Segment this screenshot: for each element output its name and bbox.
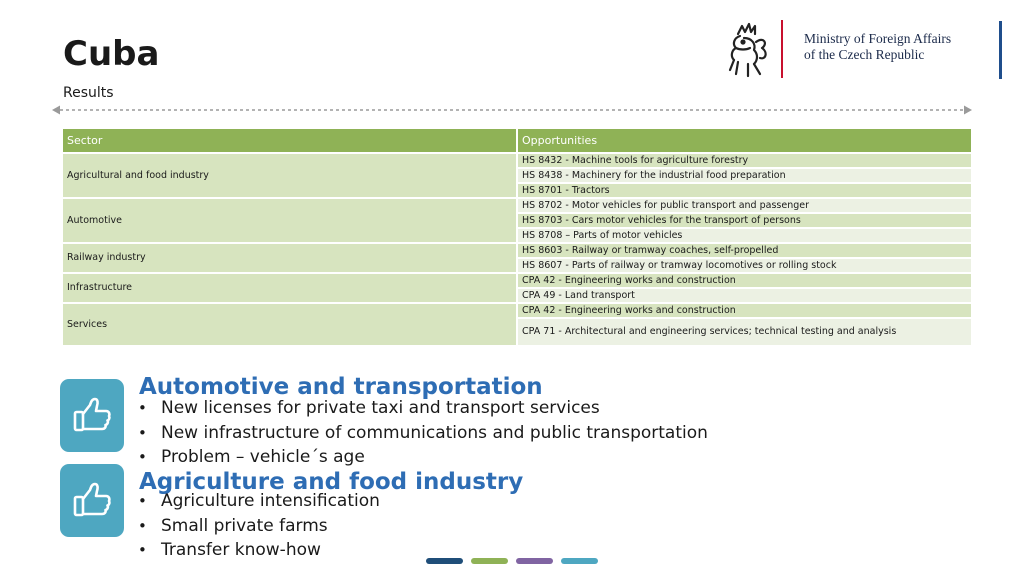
bullet-text: Small private farms	[161, 515, 328, 536]
table-header-row	[62, 128, 972, 153]
opportunity-cell: HS 8603 - Railway or tramway coaches, self-propelled	[517, 243, 972, 258]
bullet-icon: •	[138, 448, 147, 466]
logo-red-divider	[781, 20, 783, 78]
progress-segment	[471, 558, 508, 564]
list-item	[138, 489, 380, 514]
dotted-divider	[52, 104, 972, 116]
opportunity-cell: CPA 71 - Architectural and engineering services; technical testing and analysis	[517, 318, 972, 346]
bullet-icon: •	[138, 516, 147, 535]
table-row	[62, 153, 972, 168]
opportunity-cell: HS 8607 - Parts of railway or tramway locomotives or rolling stock	[517, 258, 972, 273]
logo-blue-divider	[999, 21, 1002, 79]
table-row	[62, 198, 972, 213]
opportunities-table	[61, 127, 971, 347]
list-item	[138, 514, 380, 539]
table-row	[62, 243, 972, 258]
ministry-logo	[722, 18, 1012, 82]
bullet-text: Problem – vehicle´s age	[161, 447, 365, 467]
opportunity-cell: CPA 42 - Engineering works and construction	[517, 273, 972, 288]
progress-segment	[516, 558, 553, 564]
opportunity-cell: HS 8438 - Machinery for the industrial food preparation	[517, 168, 972, 183]
header-sector: Sector	[62, 128, 517, 153]
opportunity-cell: CPA 42 - Engineering works and construction	[517, 303, 972, 318]
sector-cell: Agricultural and food industry	[62, 153, 517, 198]
thumbs-up-icon	[60, 464, 124, 537]
slide-progress-indicator	[426, 558, 598, 564]
sector-cell: Railway industry	[62, 243, 517, 273]
sector-cell: Services	[62, 303, 517, 346]
table-row	[62, 303, 972, 318]
page-subtitle: Results	[63, 85, 114, 101]
sector-cell: Infrastructure	[62, 273, 517, 303]
opportunity-cell: HS 8703 - Cars motor vehicles for the transport of persons	[517, 213, 972, 228]
bullet-icon: •	[138, 541, 147, 559]
opportunity-cell: HS 8432 - Machine tools for agriculture forestry	[517, 153, 972, 168]
bullet-text: Transfer know-how	[161, 540, 321, 560]
bullet-icon: •	[138, 423, 147, 442]
list-item	[138, 396, 708, 421]
ministry-name	[804, 31, 951, 63]
opportunity-cell: HS 8702 - Motor vehicles for public transport and passenger	[517, 198, 972, 213]
list-item	[138, 421, 708, 446]
bullet-icon: •	[138, 492, 147, 510]
bullet-text: New licenses for private taxi and transport services	[161, 398, 600, 418]
progress-segment	[561, 558, 598, 564]
opportunity-cell: HS 8701 - Tractors	[517, 183, 972, 198]
page-title: Cuba	[63, 34, 160, 74]
ministry-name-line1: Ministry of Foreign Affairs	[804, 31, 952, 46]
bullet-icon: •	[138, 399, 147, 417]
automotive-bullet-list	[138, 396, 708, 470]
bullet-text: Agriculture intensification	[161, 491, 380, 511]
table-row	[62, 273, 972, 288]
list-item	[138, 445, 708, 470]
opportunity-cell: HS 8708 – Parts of motor vehicles	[517, 228, 972, 243]
section-title-automotive: Automotive and transportation	[139, 374, 543, 400]
progress-segment	[426, 558, 463, 564]
agriculture-bullet-list	[138, 489, 380, 563]
thumbs-up-icon	[60, 379, 124, 452]
opportunity-cell: CPA 49 - Land transport	[517, 288, 972, 303]
list-item	[138, 538, 380, 563]
bullet-text: New infrastructure of communications and public transportation	[161, 422, 708, 443]
ministry-name-line2: of the Czech Republic	[804, 47, 925, 62]
sector-cell: Automotive	[62, 198, 517, 243]
section-title-agriculture: Agriculture and food industry	[139, 469, 524, 495]
header-opportunities: Opportunities	[517, 128, 972, 153]
czech-lion-icon	[722, 20, 772, 80]
